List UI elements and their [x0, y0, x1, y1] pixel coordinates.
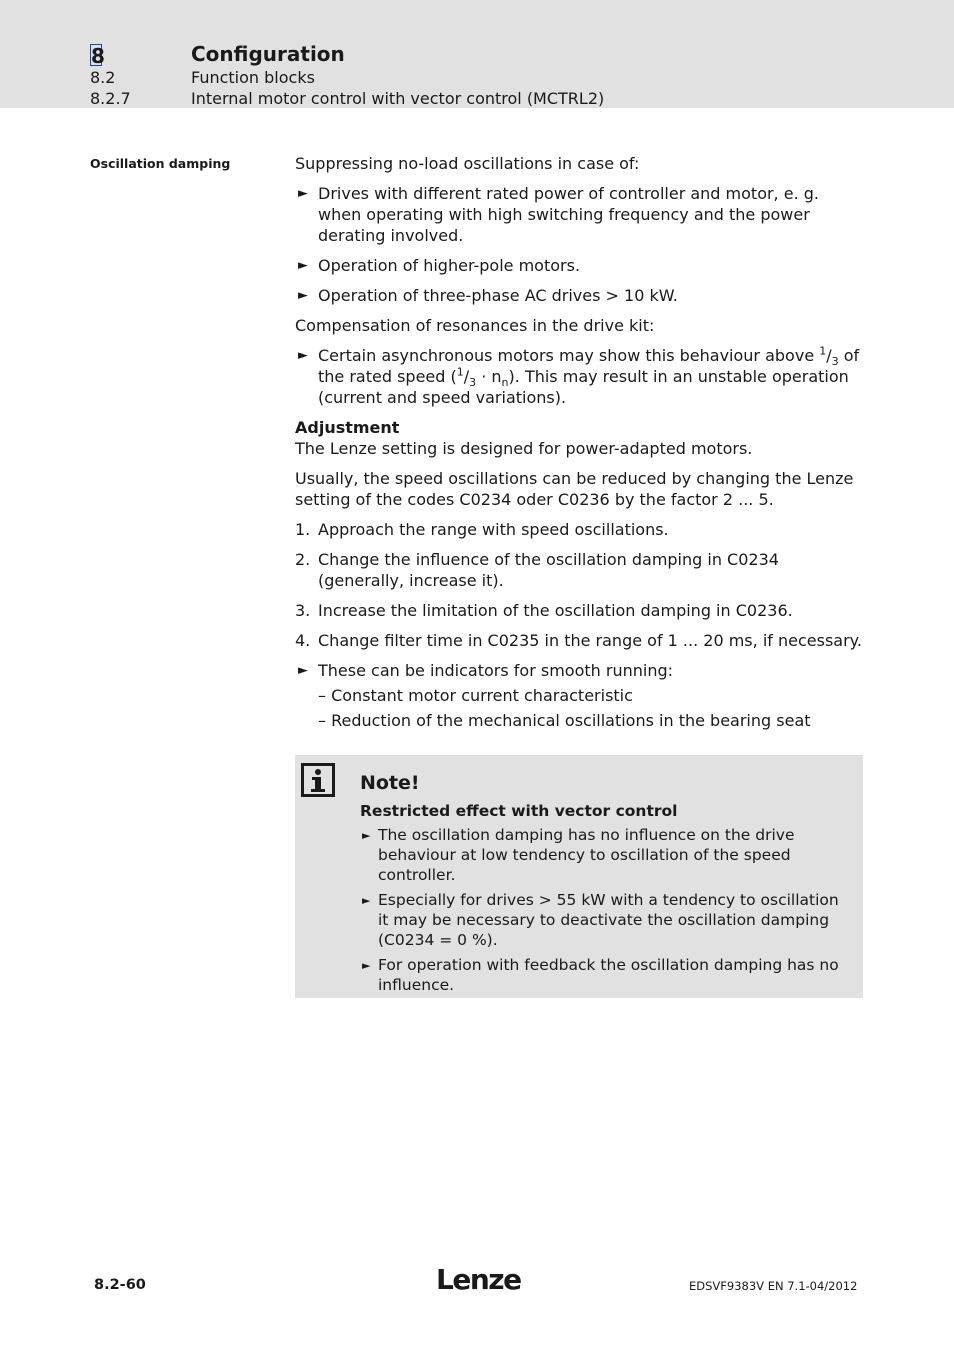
note-item-text: Especially for drives > 55 kW with a tendency to oscillation it may be necessary to deactivate the oscillation damping (C0234 = 0 %). — [378, 891, 839, 949]
bullet-arrow-icon: ► — [298, 258, 308, 273]
note-subtitle: Restricted effect with vector control — [360, 802, 678, 820]
bullet-arrow-icon: ► — [362, 894, 371, 907]
intro-text: Compensation of resonances in the drive kit: — [295, 316, 655, 335]
step-text: Increase the limitation of the oscillation damping in C0236. — [318, 601, 793, 620]
list-item-text: These can be indicators for smooth running: — [318, 661, 674, 680]
resonance-text: Certain asynchronous motors may show this behaviour above $^1/_3$ of the rated speed $(^1/_3 \cdot n_n)$. This may result in an unstable operation (current and speed variations). — [318, 344, 860, 407]
side-label: Oscillation damping — [90, 156, 231, 171]
note-item-text: The oscillation damping has no influence on the drive behaviour at low tendency to oscillation of the speed controller. — [378, 826, 795, 884]
document-id: EDSVF9383V EN 7.1-04/2012 — [689, 1279, 858, 1293]
step-number: 2. — [295, 550, 311, 569]
bullet-arrow-icon: ► — [362, 829, 371, 842]
note-item — [360, 890, 850, 950]
list-item-text: Drives with different rated power of controller and motor, e. g. when operating with high switching frequency and the power derating involved. — [318, 184, 819, 245]
note-box — [295, 755, 863, 998]
intro-text: Suppressing no-load oscillations in case of: — [295, 154, 640, 173]
page-header — [0, 0, 954, 108]
step-item — [295, 549, 865, 591]
step-number: 3. — [295, 601, 311, 620]
sub-list-item: – Reduction of the mechanical oscillations in the bearing seat — [318, 711, 811, 730]
subsection-number: 8.2.7 — [90, 89, 131, 108]
chapter-title: Configuration — [191, 42, 345, 66]
sub-list-item: – Constant motor current characteristic — [318, 686, 633, 705]
note-title: Note! — [360, 772, 420, 794]
bullet-arrow-icon: ► — [298, 186, 308, 201]
list-item — [295, 183, 865, 246]
step-text: Change the influence of the oscillation damping in C0234 (generally, increase it). — [318, 550, 779, 590]
main-content — [295, 153, 865, 740]
chapter-number: 8 — [91, 44, 105, 68]
step-number: 4. — [295, 631, 311, 650]
note-item — [360, 955, 850, 995]
bullet-arrow-icon: ► — [298, 288, 308, 303]
list-item — [295, 285, 865, 306]
section-number: 8.2 — [90, 68, 116, 87]
info-icon — [301, 763, 335, 797]
step-item — [295, 600, 865, 621]
paragraph: Usually, the speed oscillations can be reduced by changing the Lenze setting of the codes C0234 oder C0236 by the factor 2 ... 5. — [295, 469, 854, 509]
list-item-text: Operation of higher-pole motors. — [318, 256, 581, 275]
page-number: 8.2-60 — [94, 1277, 146, 1293]
bullet-arrow-icon: ► — [298, 663, 308, 678]
step-text: Approach the range with speed oscillations. — [318, 520, 669, 539]
paragraph: The Lenze setting is designed for power-adapted motors. — [295, 439, 753, 458]
bullet-arrow-icon: ► — [362, 959, 371, 972]
note-item-text: For operation with feedback the oscillation damping has no influence. — [378, 956, 839, 994]
list-item — [295, 255, 865, 276]
list-item — [295, 660, 865, 731]
bullet-arrow-icon: ► — [298, 348, 308, 363]
step-item — [295, 519, 865, 540]
list-item-text: Operation of three-phase AC drives > 10 kW. — [318, 286, 678, 305]
step-item — [295, 630, 865, 651]
note-item — [360, 825, 850, 885]
list-item — [295, 345, 865, 408]
subsection-title: Internal motor control with vector control (MCTRL2) — [191, 89, 605, 108]
section-title: Function blocks — [191, 68, 315, 87]
step-number: 1. — [295, 520, 311, 539]
step-text: Change filter time in C0235 in the range of 1 ... 20 ms, if necessary. — [318, 631, 862, 650]
note-list — [360, 825, 850, 1000]
adjustment-heading: Adjustment — [295, 418, 400, 437]
lenze-logo: Lenze — [436, 1263, 521, 1296]
